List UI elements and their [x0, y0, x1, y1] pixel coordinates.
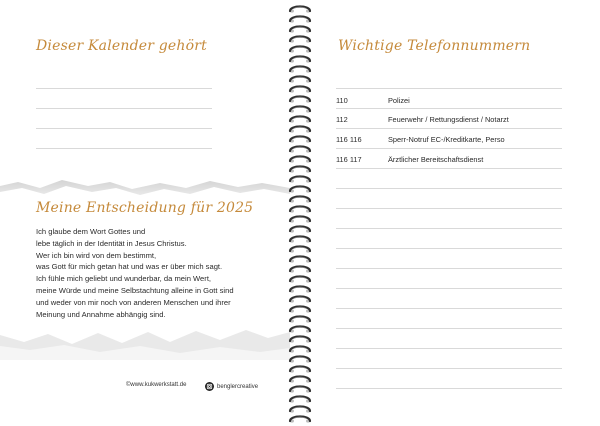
phone-title: Wichtige Telefonnummern: [338, 38, 531, 54]
phone-label: Sperr-Notruf EC-/Kreditkarte, Perso: [388, 135, 505, 144]
decision-line: Meinung und Annahme abhängig sind.: [36, 309, 166, 319]
spiral-ring: [290, 407, 310, 413]
spiral-ring: [290, 357, 310, 363]
phone-rule: [336, 88, 562, 89]
spiral-ring: [290, 107, 310, 113]
spiral-ring: [290, 27, 310, 33]
decision-line: Wer ich bin wird von dem bestimmt,: [36, 250, 157, 260]
spiral-ring: [290, 77, 310, 83]
decision-line: lebe täglich in der Identität in Jesus Christus.: [36, 238, 187, 248]
phone-rule: [336, 228, 562, 229]
spiral-ring: [290, 67, 310, 73]
phone-rule: [336, 188, 562, 189]
spiral-ring: [290, 237, 310, 243]
phone-rule: [336, 388, 562, 389]
phone-rule: [336, 168, 562, 169]
decision-title: Meine Entscheidung für 2025: [36, 200, 254, 216]
spiral-ring: [290, 367, 310, 373]
phone-rule: [336, 208, 562, 209]
phone-label: Feuerwehr / Rettungsdienst / Notarzt: [388, 115, 509, 124]
spiral-ring: [290, 287, 310, 293]
decision-line: was Gott für mich getan hat und was er über mich sagt.: [36, 262, 223, 272]
phone-number: 116 116: [336, 135, 362, 144]
decision-line: Ich glaube dem Wort Gottes und: [36, 227, 146, 236]
instagram-icon: [205, 382, 214, 391]
spiral-ring: [290, 37, 310, 43]
website-text: ©www.kukwerkstatt.de: [126, 382, 187, 388]
spiral-ring: [290, 47, 310, 53]
spiral-ring: [290, 7, 310, 13]
spiral-ring: [290, 317, 310, 323]
spiral-ring: [290, 337, 310, 343]
spiral-ring: [290, 277, 310, 283]
owner-line: [36, 108, 212, 109]
spiral-ring: [290, 377, 310, 383]
phone-rule: [336, 128, 562, 129]
spiral-ring: [290, 87, 310, 93]
spiral-ring: [290, 157, 310, 163]
owner-line: [36, 148, 212, 149]
spiral-ring: [290, 177, 310, 183]
decision-line: und weder von mir noch von anderen Menschen und ihrer: [36, 297, 231, 307]
spiral-ring: [290, 397, 310, 403]
phone-rule: [336, 348, 562, 349]
phone-rule: [336, 328, 562, 329]
spiral-ring: [290, 227, 310, 233]
footer-instagram: [205, 382, 258, 391]
phone-number: 110: [336, 96, 348, 105]
decision-text: [36, 226, 286, 320]
spiral-ring: [290, 147, 310, 153]
footer-website: [126, 382, 186, 388]
phone-number: 116 117: [336, 155, 362, 164]
spiral-ring: [290, 137, 310, 143]
phone-rule: [336, 108, 562, 109]
spiral-ring: [290, 247, 310, 253]
spiral-ring: [290, 297, 310, 303]
spiral-ring: [290, 127, 310, 133]
spiral-ring: [290, 257, 310, 263]
spiral-ring: [290, 197, 310, 203]
decision-line: Ich fühle mich geliebt und wunderbar, da mein Wert,: [36, 274, 212, 284]
phone-entry: [336, 92, 562, 112]
phone-rule: [336, 268, 562, 269]
spiral-ring: [290, 187, 310, 193]
spiral-ring: [290, 17, 310, 23]
right-page: [310, 0, 600, 426]
owner-title: Dieser Kalender gehört: [36, 38, 207, 54]
phone-rule: [336, 368, 562, 369]
spiral-ring: [290, 97, 310, 103]
decision-line: meine Würde und meine Selbstachtung alleine in Gott sind: [36, 285, 234, 295]
spiral-ring: [290, 207, 310, 213]
spiral-ring: [290, 387, 310, 393]
phone-rule: [336, 288, 562, 289]
spiral-ring: [290, 117, 310, 123]
spiral-ring: [290, 327, 310, 333]
spiral-binding: [284, 0, 316, 426]
spiral-ring: [290, 167, 310, 173]
spiral-ring: [290, 217, 310, 223]
owner-line: [36, 128, 212, 129]
owner-line: [36, 88, 212, 89]
phone-number: 112: [336, 115, 348, 124]
spiral-ring: [290, 347, 310, 353]
phone-rule: [336, 308, 562, 309]
instagram-handle: benglercreative: [217, 383, 259, 390]
spiral-ring: [290, 267, 310, 273]
spiral-ring: [290, 307, 310, 313]
spiral-ring: [290, 57, 310, 63]
phone-label: Ärztlicher Bereitschaftsdienst: [388, 155, 484, 164]
phone-rule: [336, 248, 562, 249]
phone-label: Polizei: [388, 96, 410, 105]
spiral-ring: [290, 417, 310, 423]
phone-rule: [336, 148, 562, 149]
